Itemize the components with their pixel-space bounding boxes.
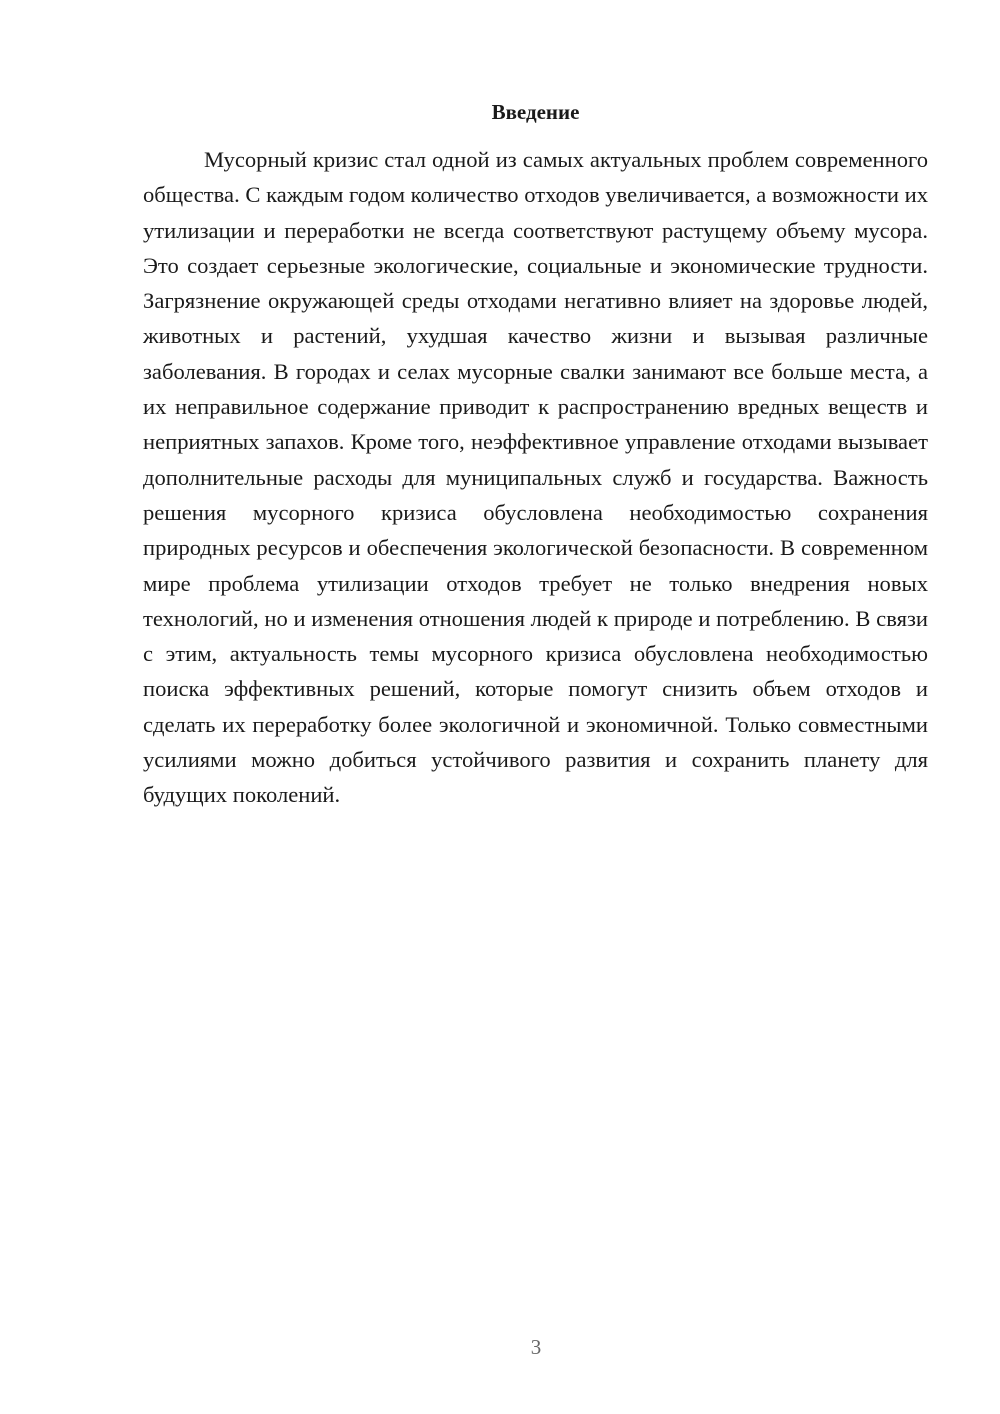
body-paragraph: Мусорный кризис стал одной из самых актуальных проблем современного общества. С каждым годом количество отходов увеличивается, а возможности их утилизации и переработки не всегда соответствуют растущему объему мусора. Это создает серьезные экологические, социальные и экономические трудности. Загрязнение окружающей среды отходами негативно влияет на здоровье людей, животных и растений, ухудшая качество жизни и вызывая различные заболевания. В городах и селах мусорные свалки занимают все больше места, а их неправильное содержание приводит к распространению вредных веществ и неприятных запахов. Кроме того, неэффективное управление отходами вызывает дополнительные расходы для муниципальных служб и государства. Важность решения мусорного кризиса обусловлена необходимостью сохранения природных ресурсов и обеспечения экологической безопасности. В современном мире проблема утилизации отходов требует не только внедрения новых технологий, но и изменения отношения людей к природе и потреблению. В связи с этим, актуальность темы мусорного кризиса обусловлена необходимостью поиска эффективных решений, которые помогут снизить объем отходов и сделать их переработку более экологичной и экономичной. Только совместными усилиями можно добиться устойчивого развития и сохранить планету для будущих поколений. <box>143 147 928 808</box>
section-heading: Введение <box>491 100 580 124</box>
page-number: 3 <box>530 1335 542 1359</box>
